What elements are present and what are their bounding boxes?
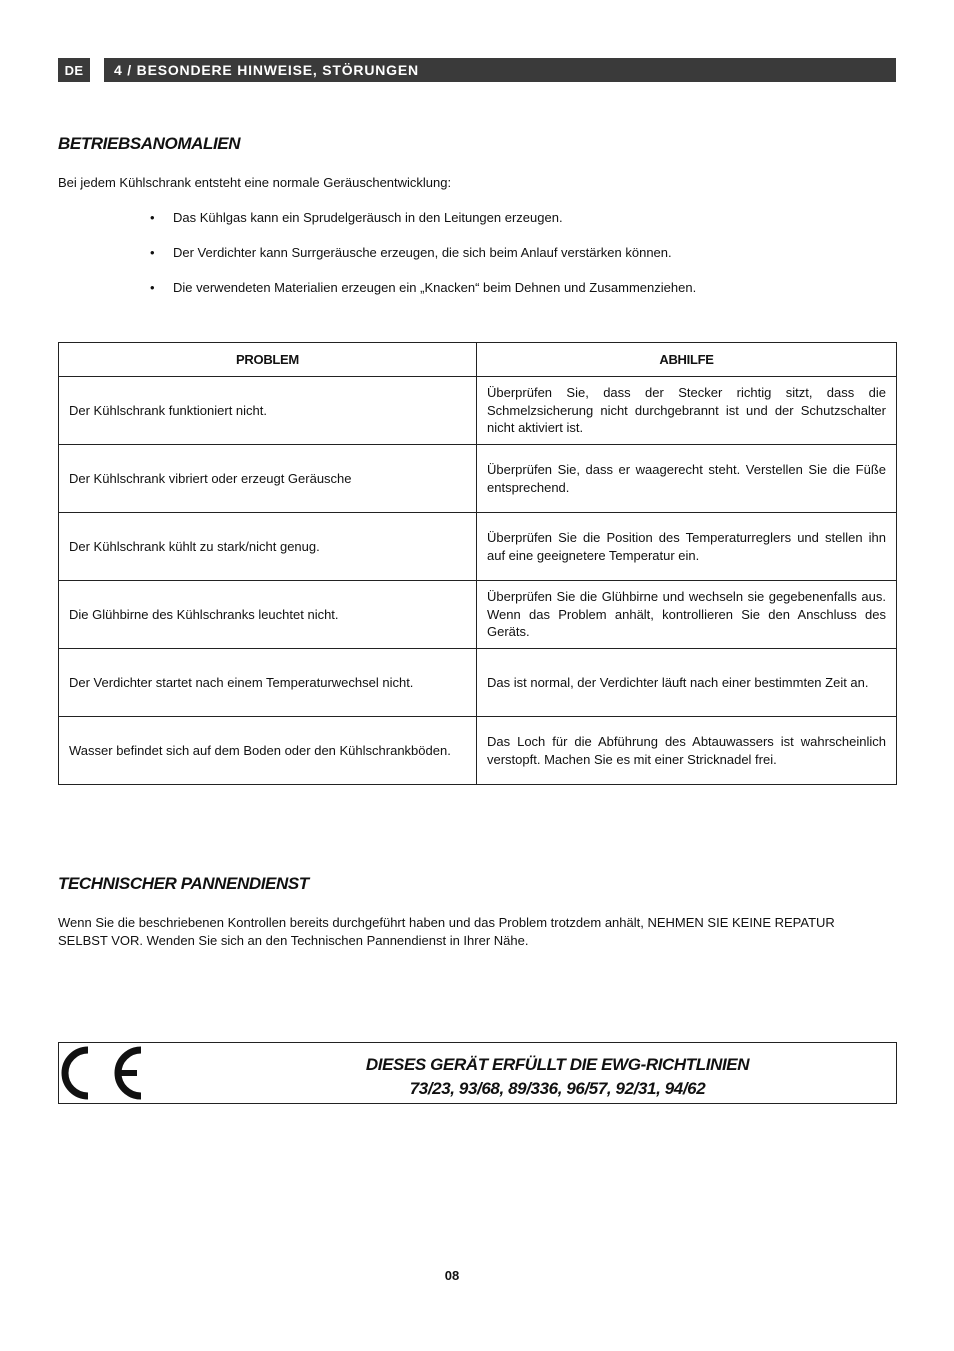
noise-bullet-list — [150, 209, 696, 314]
chapter-header — [104, 58, 896, 82]
remedy-cell: Überprüfen Sie, dass er waagerecht steht. Verstellen Sie die Füße entsprechend. — [477, 445, 897, 513]
table-header-row — [59, 343, 897, 377]
problem-cell: Der Kühlschrank vibriert oder erzeugt Geräusche — [59, 445, 477, 513]
ce-line-1: DIESES GERÄT ERFÜLLT DIE EWG-RICHTLINIEN — [365, 1055, 750, 1074]
bullet-item: • Die verwendeten Materialien erzeugen ein „Knacken“ beim Dehnen und Zusammenziehen. — [150, 279, 696, 314]
column-header-remedy: ABHILFE — [477, 343, 897, 377]
page-number: 08 — [444, 1268, 460, 1283]
remedy-cell: Das Loch für die Abführung des Abtauwassers ist wahrscheinlich verstopft. Machen Sie es mit einer Stricknadel frei. — [477, 717, 897, 785]
table-row — [59, 649, 897, 717]
remedy-cell: Überprüfen Sie, dass der Stecker richtig sitzt, dass die Schmelzsicherung nicht durchgebrannt ist und der Schutzschalter nicht aktiviert ist. — [477, 377, 897, 445]
problem-cell: Wasser befindet sich auf dem Boden oder den Kühlschrankböden. — [59, 717, 477, 785]
problem-cell: Der Verdichter startet nach einem Temperaturwechsel nicht. — [59, 649, 477, 717]
bullet-item: • Das Kühlgas kann ein Sprudelgeräusch in den Leitungen erzeugen. — [150, 209, 696, 244]
problem-cell: Der Kühlschrank funktioniert nicht. — [59, 377, 477, 445]
ce-conformity-box — [58, 1042, 897, 1104]
section-title-anomalies: BETRIEBSANOMALIEN — [58, 134, 241, 153]
table-row — [59, 513, 897, 581]
table-row — [59, 581, 897, 649]
remedy-cell: Überprüfen Sie die Glühbirne und wechseln sie gegebenenfalls aus. Wenn das Problem anhält, kontrollieren Sie den Anschluss des Geräts. — [477, 581, 897, 649]
troubleshooting-table — [58, 342, 897, 785]
ce-line-2: 73/23, 93/68, 89/336, 96/57, 92/31, 94/62 — [409, 1079, 706, 1098]
language-badge: DE — [58, 58, 90, 82]
section-title-service: TECHNISCHER PANNENDIENST — [58, 874, 309, 893]
problem-cell: Der Kühlschrank kühlt zu stark/nicht genug. — [59, 513, 477, 581]
ce-directive-text — [219, 1053, 896, 1101]
chapter-title: 4 / BESONDERE HINWEISE, STÖRUNGEN — [114, 62, 419, 78]
table-row — [59, 445, 897, 513]
remedy-cell: Das ist normal, der Verdichter läuft nach einer bestimmten Zeit an. — [477, 649, 897, 717]
ce-mark-icon — [61, 1046, 147, 1105]
table-row — [59, 377, 897, 445]
remedy-cell: Überprüfen Sie die Position des Temperaturreglers und stellen ihn auf eine geeignetere Temperatur ein. — [477, 513, 897, 581]
problem-cell: Die Glühbirne des Kühlschranks leuchtet nicht. — [59, 581, 477, 649]
service-text: Wenn Sie die beschriebenen Kontrollen bereits durchgeführt haben und das Problem trotzdem anhält, NEHMEN SIE KEINE REPATUR SELBST VOR. Wenden Sie sich an den Technischen Pannendienst in Ihrer Nähe. — [58, 915, 835, 948]
column-header-problem: PROBLEM — [59, 343, 477, 377]
bullet-item: • Der Verdichter kann Surrgeräusche erzeugen, die sich beim Anlauf verstärken können. — [150, 244, 696, 279]
intro-text: Bei jedem Kühlschrank entsteht eine normale Geräuschentwicklung: — [58, 175, 452, 190]
table-row — [59, 717, 897, 785]
